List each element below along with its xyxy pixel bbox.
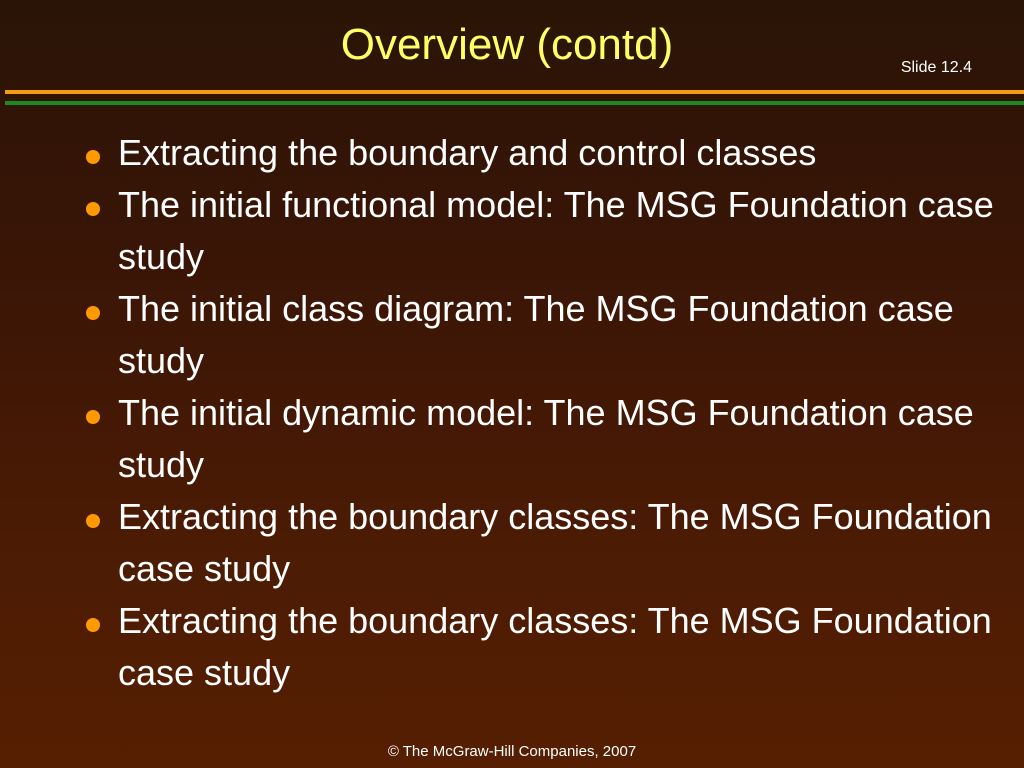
bullet-text: Extracting the boundary classes: The MSG Foundation case study: [118, 496, 992, 589]
bullet-icon: [86, 202, 100, 216]
bullet-text: The initial dynamic model: The MSG Foundation case study: [118, 392, 974, 485]
title-divider-green: [5, 101, 1024, 105]
slide-number: Slide 12.4: [900, 59, 972, 76]
bullet-icon: [86, 514, 100, 528]
bullet-icon: [86, 306, 100, 320]
bullet-item: [86, 127, 1006, 179]
bullet-text: The initial class diagram: The MSG Foundation case study: [118, 288, 954, 381]
copyright-footer: © The McGraw-Hill Companies, 2007: [387, 743, 637, 760]
bullet-item: [86, 179, 1006, 283]
bullet-item: [86, 283, 1006, 387]
bullet-icon: [86, 150, 100, 164]
title-divider-orange: [5, 90, 1024, 94]
bullet-item: [86, 491, 1006, 595]
bullet-list: [86, 127, 1006, 699]
bullet-icon: [86, 618, 100, 632]
bullet-text: The initial functional model: The MSG Foundation case study: [118, 184, 994, 277]
bullet-text: Extracting the boundary classes: The MSG Foundation case study: [118, 600, 992, 693]
bullet-icon: [86, 410, 100, 424]
bullet-text: Extracting the boundary and control classes: [118, 132, 817, 173]
bullet-item: [86, 387, 1006, 491]
slide-title: Overview (contd): [340, 20, 674, 69]
bullet-item: [86, 595, 1006, 699]
